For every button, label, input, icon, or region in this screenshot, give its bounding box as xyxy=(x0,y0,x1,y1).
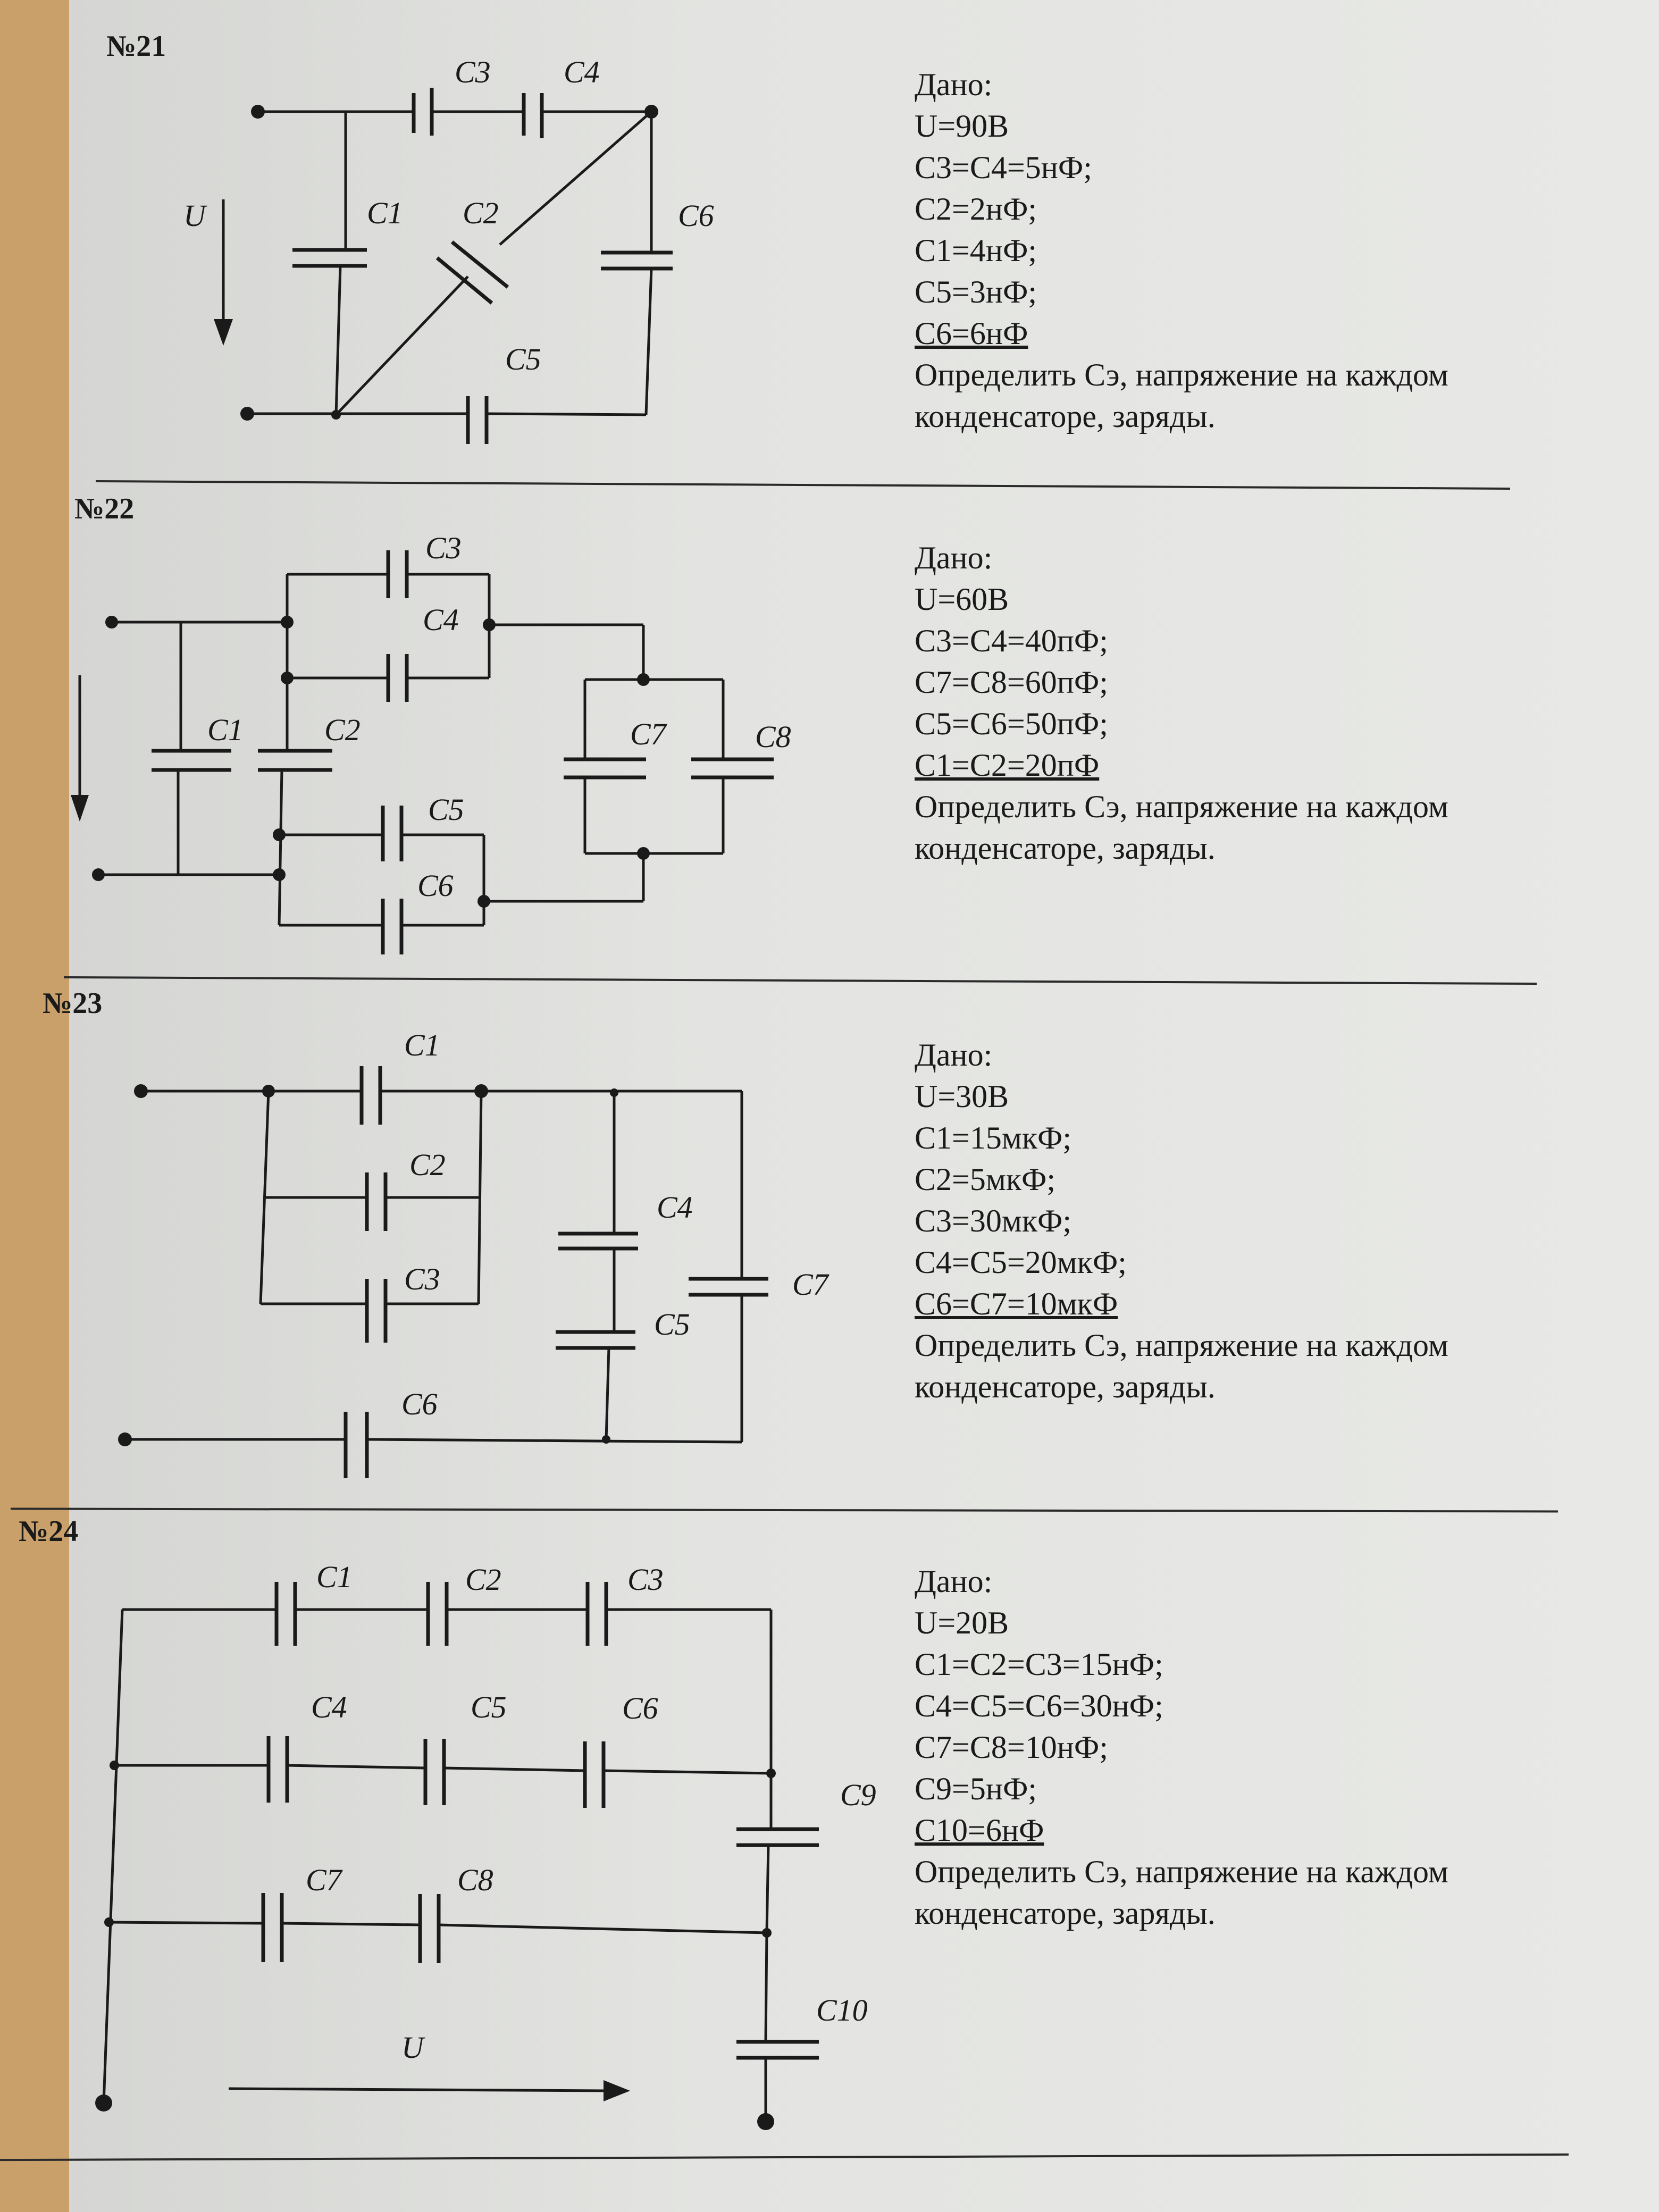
given-line: C7=C8=10нФ; xyxy=(915,1730,1108,1765)
p24-label-c9: C9 xyxy=(840,1778,876,1812)
task-line: Определить Сэ, напряжение на каждом xyxy=(915,1328,1448,1363)
p24-c8-capacitor xyxy=(420,1894,439,1963)
task-line: Определить Сэ, напряжение на каждом xyxy=(915,357,1448,392)
given-line: C3=C4=5нФ; xyxy=(915,150,1092,185)
problem-23-number: №23 xyxy=(43,987,103,1020)
given-line: C6=6нФ xyxy=(915,316,1028,351)
problem-24-given xyxy=(915,1561,1448,1934)
given-line: C1=C2=20пФ xyxy=(915,748,1100,783)
given-line: C2=5мкФ; xyxy=(915,1162,1056,1197)
given-title: Дано: xyxy=(915,67,993,102)
p23-label-c4: C4 xyxy=(657,1190,693,1225)
p22-label-c2: C2 xyxy=(324,713,361,747)
p21-label-c1: C1 xyxy=(367,196,403,230)
p23-label-c1: C1 xyxy=(404,1028,440,1062)
problem-21-number: №21 xyxy=(106,30,166,63)
given-line: C3=30мкФ; xyxy=(915,1203,1072,1238)
given-line: C2=2нФ; xyxy=(915,191,1037,227)
p21-label-u: U xyxy=(183,198,206,233)
problem-22-number: №22 xyxy=(74,492,135,525)
p24-c9-capacitor xyxy=(736,1829,819,1845)
given-line: C4=C5=20мкФ; xyxy=(915,1245,1127,1280)
p24-label-c3: C3 xyxy=(627,1562,664,1597)
given-line: C9=5нФ; xyxy=(915,1771,1037,1806)
p24-terminal-left xyxy=(95,2094,112,2112)
given-line: C1=C2=C3=15нФ; xyxy=(915,1647,1163,1682)
p21-label-c6: C6 xyxy=(678,198,714,233)
task-line: конденсаторе, заряды. xyxy=(915,831,1216,866)
task-line: Определить Сэ, напряжение на каждом xyxy=(915,1854,1448,1889)
p24-label-c2: C2 xyxy=(465,1562,501,1597)
p22-label-c3: C3 xyxy=(425,531,462,565)
given-line: U=30В xyxy=(915,1079,1009,1114)
p22-label-c6: C6 xyxy=(417,868,454,903)
p21-label-c4: C4 xyxy=(564,55,600,89)
task-line: Определить Сэ, напряжение на каждом xyxy=(915,789,1448,824)
p24-label-c6: C6 xyxy=(622,1691,658,1725)
p22-label-c8: C8 xyxy=(755,719,791,754)
p24-label-u: U xyxy=(401,2030,424,2065)
task-line: конденсаторе, заряды. xyxy=(915,1896,1216,1931)
p24-terminal-right xyxy=(757,2113,774,2130)
p23-label-c7: C7 xyxy=(792,1267,828,1302)
p24-c6-capacitor xyxy=(585,1741,604,1808)
given-title: Дано: xyxy=(915,1564,993,1599)
given-line: U=60В xyxy=(915,582,1009,617)
p21-label-c2: C2 xyxy=(463,196,499,230)
problem-24-number: №24 xyxy=(19,1515,79,1548)
p24-label-c7: C7 xyxy=(306,1863,342,1897)
p23-label-c5: C5 xyxy=(654,1307,690,1342)
given-line: C4=C5=C6=30нФ; xyxy=(915,1688,1163,1723)
p24-c3-capacitor xyxy=(588,1582,606,1646)
p24-label-c10: C10 xyxy=(816,1993,868,2027)
task-line: конденсаторе, заряды. xyxy=(915,399,1216,434)
task-line: конденсаторе, заряды. xyxy=(915,1369,1216,1404)
p21-label-c3: C3 xyxy=(455,55,491,89)
given-line: U=90В xyxy=(915,108,1009,144)
p24-label-c8: C8 xyxy=(457,1863,493,1897)
given-title: Дано: xyxy=(915,540,993,575)
p24-label-c4: C4 xyxy=(311,1690,347,1724)
p22-label-c5: C5 xyxy=(428,792,464,827)
given-line: C7=C8=60пФ; xyxy=(915,665,1108,700)
p24-c10-capacitor xyxy=(736,2042,819,2058)
given-title: Дано: xyxy=(915,1037,993,1073)
given-line: C1=4нФ; xyxy=(915,233,1037,268)
p23-label-c2: C2 xyxy=(409,1147,446,1182)
p24-c2-capacitor xyxy=(428,1582,447,1646)
p22-label-c4: C4 xyxy=(423,602,459,637)
p24-c7-capacitor xyxy=(263,1893,282,1962)
p23-label-c3: C3 xyxy=(404,1262,440,1296)
given-line: U=20В xyxy=(915,1605,1009,1640)
given-line: C5=C6=50пФ; xyxy=(915,706,1108,741)
given-line: C5=3нФ; xyxy=(915,274,1037,309)
p22-label-c1: C1 xyxy=(207,713,244,747)
p24-voltage-arrow-icon xyxy=(604,2080,630,2101)
p24-c1-capacitor xyxy=(276,1582,295,1646)
p24-label-c5: C5 xyxy=(471,1690,507,1724)
p22-label-c7: C7 xyxy=(630,717,666,751)
p24-c5-capacitor xyxy=(425,1739,444,1805)
given-line: C6=C7=10мкФ xyxy=(915,1286,1118,1321)
p24-label-c1: C1 xyxy=(316,1560,353,1594)
given-line: C3=C4=40пФ; xyxy=(915,623,1108,658)
p23-label-c6: C6 xyxy=(401,1387,438,1421)
given-line: C1=15мкФ; xyxy=(915,1120,1072,1155)
given-line: C10=6нФ xyxy=(915,1813,1044,1848)
p21-label-c5: C5 xyxy=(505,342,541,376)
p24-c4-capacitor xyxy=(269,1736,287,1803)
